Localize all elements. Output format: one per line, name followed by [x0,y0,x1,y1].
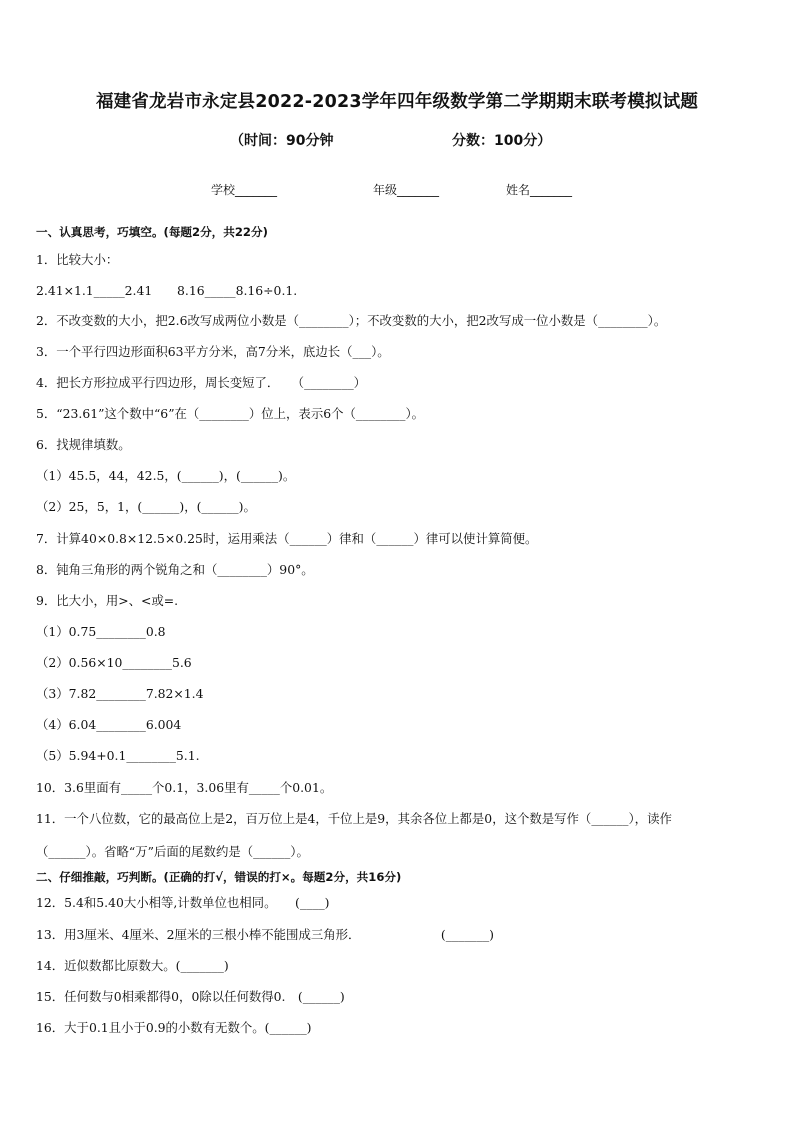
question-line: （3）7.82________7.82×1.4 [36,686,204,701]
question-line: 7．计算40×0.8×12.5×0.25时，运用乘法（______）律和（______）律可以使计算简便。 [36,531,538,546]
question-line: 4．把长方形拉成平行四边形，周长变短了． （________） [36,375,367,390]
question-line: 15．任何数与0相乘都得0，0除以任何数得0. (______) [36,989,345,1004]
page-title: 福建省龙岩市永定县2022-2023学年四年级数学第二学期期末联考模拟试题 [95,92,699,112]
question-line: 6．找规律填数。 [36,437,131,452]
question-line: 12．5.4和5.40大小相等,计数单位也相同。 (____) [36,895,330,910]
question-line: 2.41×1.1_____2.41 8.16_____8.16÷0.1. [36,283,298,298]
question-line: （2）0.56×10________5.6 [36,655,192,670]
question-line: 3．一个平行四边形面积63平方分米，高7分米，底边长（___）。 [36,344,390,359]
school-field: 学校_______ [211,183,278,197]
question-line: 1．比较大小： [36,252,119,267]
question-line: 10．3.6里面有_____个0.1，3.06里有_____个0.01。 [36,780,333,795]
question-line: （1）0.75________0.8 [36,624,166,639]
question-line: 2．不改变数的大小，把2.6改写成两位小数是（________）；不改变数的大小，把2改写成一位小数是（________）。 [36,313,667,328]
question-line: 5．“23.61”这个数中“6”在（________）位上，表示6个（________）。 [36,406,425,421]
question-line: 11．一个八位数，它的最高位上是2，百万位上是4，千位上是9，其余各位上都是0，这个数是写作（______），读作 [36,811,672,826]
question-line: 9．比大小，用>、<或=. [36,593,179,608]
grade-field: 年级_______ [373,183,440,197]
section-heading: 一、认真思考，巧填空。(每题2分，共22分) [36,225,268,239]
name-field: 姓名_______ [506,183,573,197]
question-line: 16．大于0.1且小于0.9的小数有无数个。(______) [36,1020,312,1035]
total-score: 分数：100分） [452,133,552,149]
question-line: （2）25，5，1，(______)，(______)。 [36,499,256,514]
question-line: 8．钝角三角形的两个锐角之和（________）90°。 [36,562,314,577]
time-limit: （时间：90分钟 [230,133,334,149]
section-heading: 二、仔细推敲，巧判断。(正确的打√，错误的打×。每题2分，共16分) [36,870,402,884]
question-line: （______）。省略“万”后面的尾数约是（______）。 [36,844,309,859]
question-line: 13．用3厘米、4厘米、2厘米的三根小棒不能围成三角形． (_______) [36,927,494,942]
question-line: （1）45.5，44，42.5，(______)，(______)。 [36,468,296,483]
question-line: （5）5.94+0.1________5.1. [36,748,200,763]
question-line: （4）6.04________6.004 [36,717,182,732]
question-line: 14．近似数都比原数大。(_______) [36,958,229,973]
